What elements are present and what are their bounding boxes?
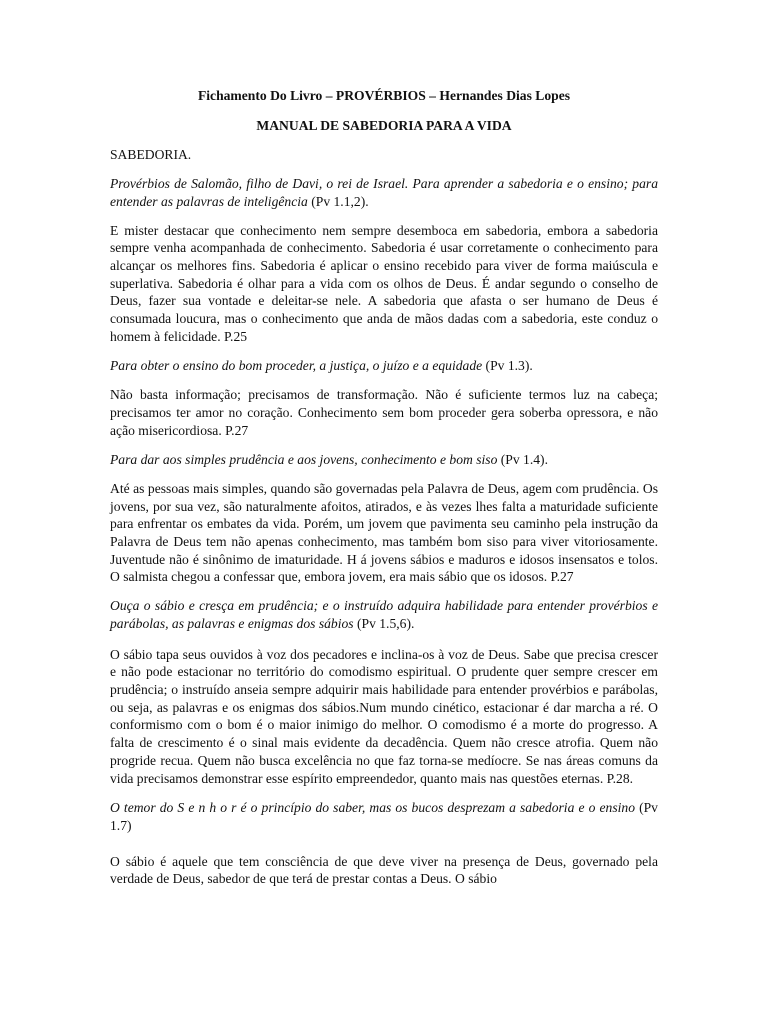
verse-text: Para dar aos simples prudência e aos jovens, conhecimento e bom siso: [110, 452, 498, 468]
verse-reference: (Pv 1.5,6).: [353, 615, 415, 631]
verse-paragraph: [110, 175, 658, 210]
document-subtitle: MANUAL DE SABEDORIA PARA A VIDA: [256, 117, 512, 133]
body-paragraph: Até as pessoas mais simples, quando são governadas pela Palavra de Deus, agem com prudência. Os jovens, por sua vez, são naturalmente afoitos, atirados, e às vezes lhes falta a maturidade suficiente para enfrentar os embates da vida. Porém, um jovem que pavimenta seu caminho pela instrução da Palavra de Deus tem não apenas conhecimento, mas também bom siso para viver vitoriosamente. Juventude não é sinônimo de imaturidade. H á jovens sábios e maduros e idosos insensatos e tolos. O salmista chegou a confessar que, embora jovem, era mais sábio que os idosos. P.27: [110, 480, 658, 585]
verse-paragraph: [110, 357, 658, 375]
verse-text: O temor do S e n h o r é o princípio do saber, mas os bucos desprezam a sabedoria e o ensino: [110, 800, 635, 816]
document-page: [110, 87, 658, 897]
verse-text: Para obter o ensino do bom proceder, a justiça, o juízo e a equidade: [110, 358, 483, 374]
verse-reference: (Pv 1.4).: [497, 452, 548, 468]
verse-paragraph: [110, 597, 658, 632]
section-heading: SABEDORIA.: [110, 147, 192, 163]
body-paragraph: E mister destacar que conhecimento nem sempre desemboca em sabedoria, embora a sabedoria sempre venha acompanhada de conhecimento. Sabedoria é usar corretamente o conhecimento para alcançar os melhores fins. Sabedoria é aplicar o ensino recebido para viver de forma maiúscula e superlativa. Sabedoria é olhar para a vida com os olhos de Deus. É andar segundo o conselho de Deus, fazer sua vontade e deleitar-se nele. A sabedoria que afasta o ser humano de Deus é consumada loucura, mas o conhecimento que anda de mãos dadas com a sabedoria, este conduz o homem à felicidade. P.25: [110, 222, 658, 344]
verse-reference: (Pv 1.3).: [482, 358, 533, 374]
verse-paragraph: [110, 799, 658, 834]
body-paragraph: O sábio tapa seus ouvidos à voz dos pecadores e inclina-os à voz de Deus. Sabe que precisa crescer e não pode estacionar no território do comodismo espiritual. O prudente quer sempre crescer em prudência; o instruído anseia sempre adquirir mais habilidade para entender provérbios e parábolas, ou seja, as palavras e os enigmas dos sábios.Num mundo cinético, estacionar é dar marcha a ré. O conformismo com o bom é o maior inimigo do melhor. O comodismo é a morte do progresso. A falta de crescimento é o sinal mais evidente da decadência. Quem não cresce atrofia. Quem não progride recua. Quem não busca excelência no que faz torna-se medíocre. Se nas áreas comuns da vida precisamos demonstrar esse espírito empreendedor, quanto mais nas questões eternas. P.28.: [110, 646, 658, 786]
verse-paragraph: [110, 451, 658, 469]
verse-text: Provérbios de Salomão, filho de Davi, o rei de Israel. Para aprender a sabedoria e o ensino; para entender as palavras de inteligência: [110, 176, 658, 209]
body-paragraph: Não basta informação; precisamos de transformação. Não é suficiente termos luz na cabeça; precisamos ter amor no coração. Conhecimento sem bom proceder gera soberba opressora, e não ação misericordiosa. P.27: [110, 387, 658, 438]
verse-text: Ouça o sábio e cresça em prudência; e o instruído adquira habilidade para entender provérbios e parábolas, as palavras e enigmas dos sábios: [110, 598, 658, 631]
document-title: Fichamento Do Livro – PROVÉRBIOS – Hernandes Dias Lopes: [197, 88, 571, 103]
verse-reference: (Pv 1.7): [110, 800, 658, 833]
body-paragraph: O sábio é aquele que tem consciência de que deve viver na presença de Deus, governado pela verdade de Deus, sabedor de que terá de prestar contas a Deus. O sábio: [110, 853, 658, 887]
verse-reference: (Pv 1.1,2).: [307, 193, 369, 209]
